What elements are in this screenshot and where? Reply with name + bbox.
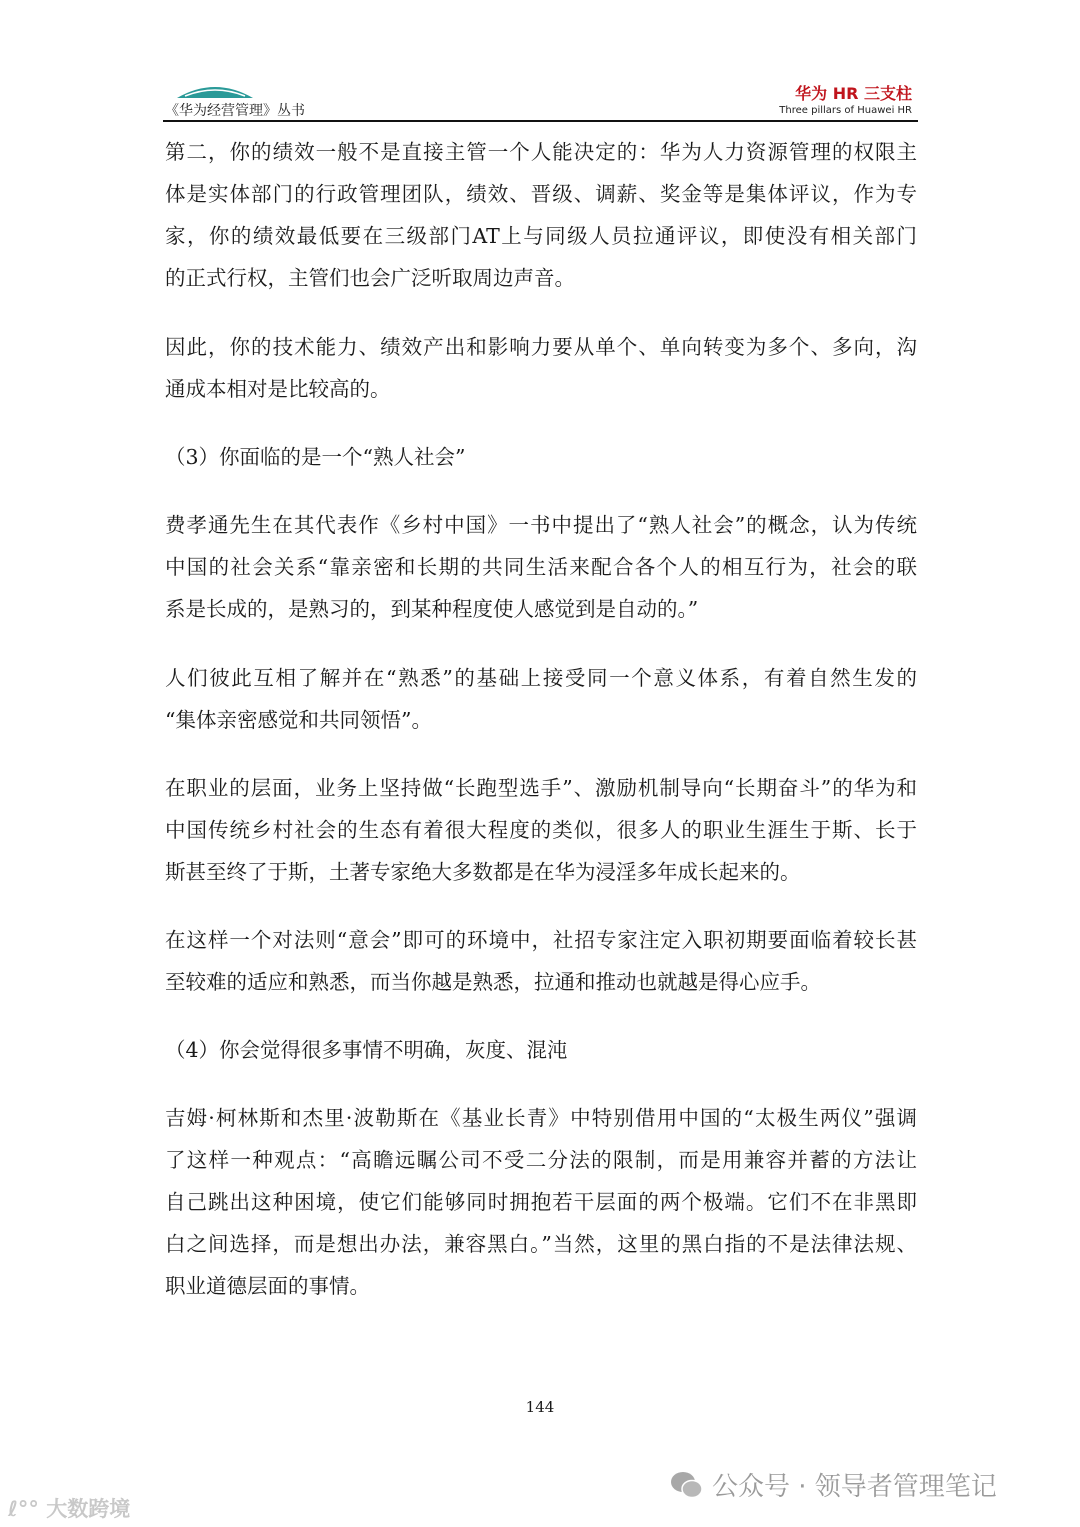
paragraph bbox=[165, 919, 917, 1003]
text-line: 系是长成的，是熟习的，到某种程度使人感觉到是自动的。” bbox=[165, 597, 699, 621]
brand-subtitle: Three pillars of Huawei HR bbox=[779, 105, 912, 116]
source-logo-icon: ℓ°° bbox=[8, 1497, 39, 1521]
wechat-icon bbox=[670, 1470, 704, 1500]
source-watermark-text: 大数跨境 bbox=[46, 1497, 131, 1521]
text-line: 第二，你的绩效一般不是直接主管一个人能决定的：华为人力资源管理的权限主 bbox=[165, 140, 917, 164]
text-line: 体是实体部门的行政管理团队，绩效、晋级、调薪、奖金等是集体评议，作为专 bbox=[165, 182, 917, 206]
publisher-logo bbox=[175, 80, 255, 100]
text-line: 人们彼此互相了解并在“熟悉”的基础上接受同一个意义体系，有着自然生发的 bbox=[165, 666, 917, 690]
text-line: 斯甚至终了于斯，土著专家绝大多数都是在华为浸淫多年成长起来的。 bbox=[165, 860, 801, 884]
text-line: 费孝通先生在其代表作《乡村中国》一书中提出了“熟人社会”的概念，认为传统 bbox=[165, 513, 917, 537]
text-line: 白之间选择，而是想出办法，兼容黑白。”当然，这里的黑白指的不是法律法规、 bbox=[165, 1232, 917, 1256]
page-number: 144 bbox=[525, 1398, 555, 1416]
text-line: 通成本相对是比较高的。 bbox=[165, 377, 391, 401]
paragraph bbox=[165, 504, 917, 630]
text-line: 了这样一种观点：“高瞻远瞩公司不受二分法的限制，而是用兼容并蓄的方法让 bbox=[165, 1148, 917, 1172]
wechat-watermark-text: 公众号 · 领导者管理笔记 bbox=[712, 1472, 997, 1502]
brand-block bbox=[779, 84, 912, 117]
paragraph bbox=[165, 1029, 917, 1071]
wechat-watermark bbox=[670, 1466, 997, 1503]
text-line: 在这样一个对法则“意会”即可的环境中，社招专家注定入职初期要面临着较长甚 bbox=[165, 928, 917, 952]
brand-title: 华为 HR 三支柱 bbox=[795, 84, 912, 103]
paragraph bbox=[165, 436, 917, 478]
text-line: 吉姆·柯林斯和杰里·波勒斯在《基业长青》中特别借用中国的“太极生两仪”强调 bbox=[165, 1106, 917, 1130]
text-line: （4）你会觉得很多事情不明确，灰度、混沌 bbox=[165, 1038, 568, 1062]
text-line: “集体亲密感觉和共同领悟”。 bbox=[165, 708, 432, 732]
text-line: 家，你的绩效最低要在三级部门AT上与同级人员拉通评议，即使没有相关部门 bbox=[165, 224, 917, 248]
text-line: 中国传统乡村社会的生态有着很大程度的类似，很多人的职业生涯生于斯、长于 bbox=[165, 818, 917, 842]
series-title: 《华为经营管理》丛书 bbox=[165, 103, 305, 119]
text-line: 在职业的层面，业务上坚持做“长跑型选手”、激励机制导向“长期奋斗”的华为和 bbox=[165, 776, 917, 800]
header-rule bbox=[163, 120, 918, 122]
text-line: 中国的社会关系“靠亲密和长期的共同生活来配合各个人的相互行为，社会的联 bbox=[165, 555, 917, 579]
paragraph bbox=[165, 767, 917, 893]
text-line: 的正式行权，主管们也会广泛听取周边声音。 bbox=[165, 266, 575, 290]
text-line: 因此，你的技术能力、绩效产出和影响力要从单个、单向转变为多个、多向，沟 bbox=[165, 335, 917, 359]
source-watermark bbox=[8, 1493, 130, 1523]
text-line: 自己跳出这种困境，使它们能够同时拥抱若干层面的两个极端。它们不在非黑即 bbox=[165, 1190, 917, 1214]
text-line: （3）你面临的是一个“熟人社会” bbox=[165, 445, 466, 469]
paragraph bbox=[165, 326, 917, 410]
paragraph bbox=[165, 131, 917, 299]
text-line: 至较难的适应和熟悉，而当你越是熟悉，拉通和推动也就越是得心应手。 bbox=[165, 970, 821, 994]
text-line: 职业道德层面的事情。 bbox=[165, 1274, 370, 1298]
paragraph bbox=[165, 657, 917, 741]
paragraph bbox=[165, 1097, 917, 1307]
